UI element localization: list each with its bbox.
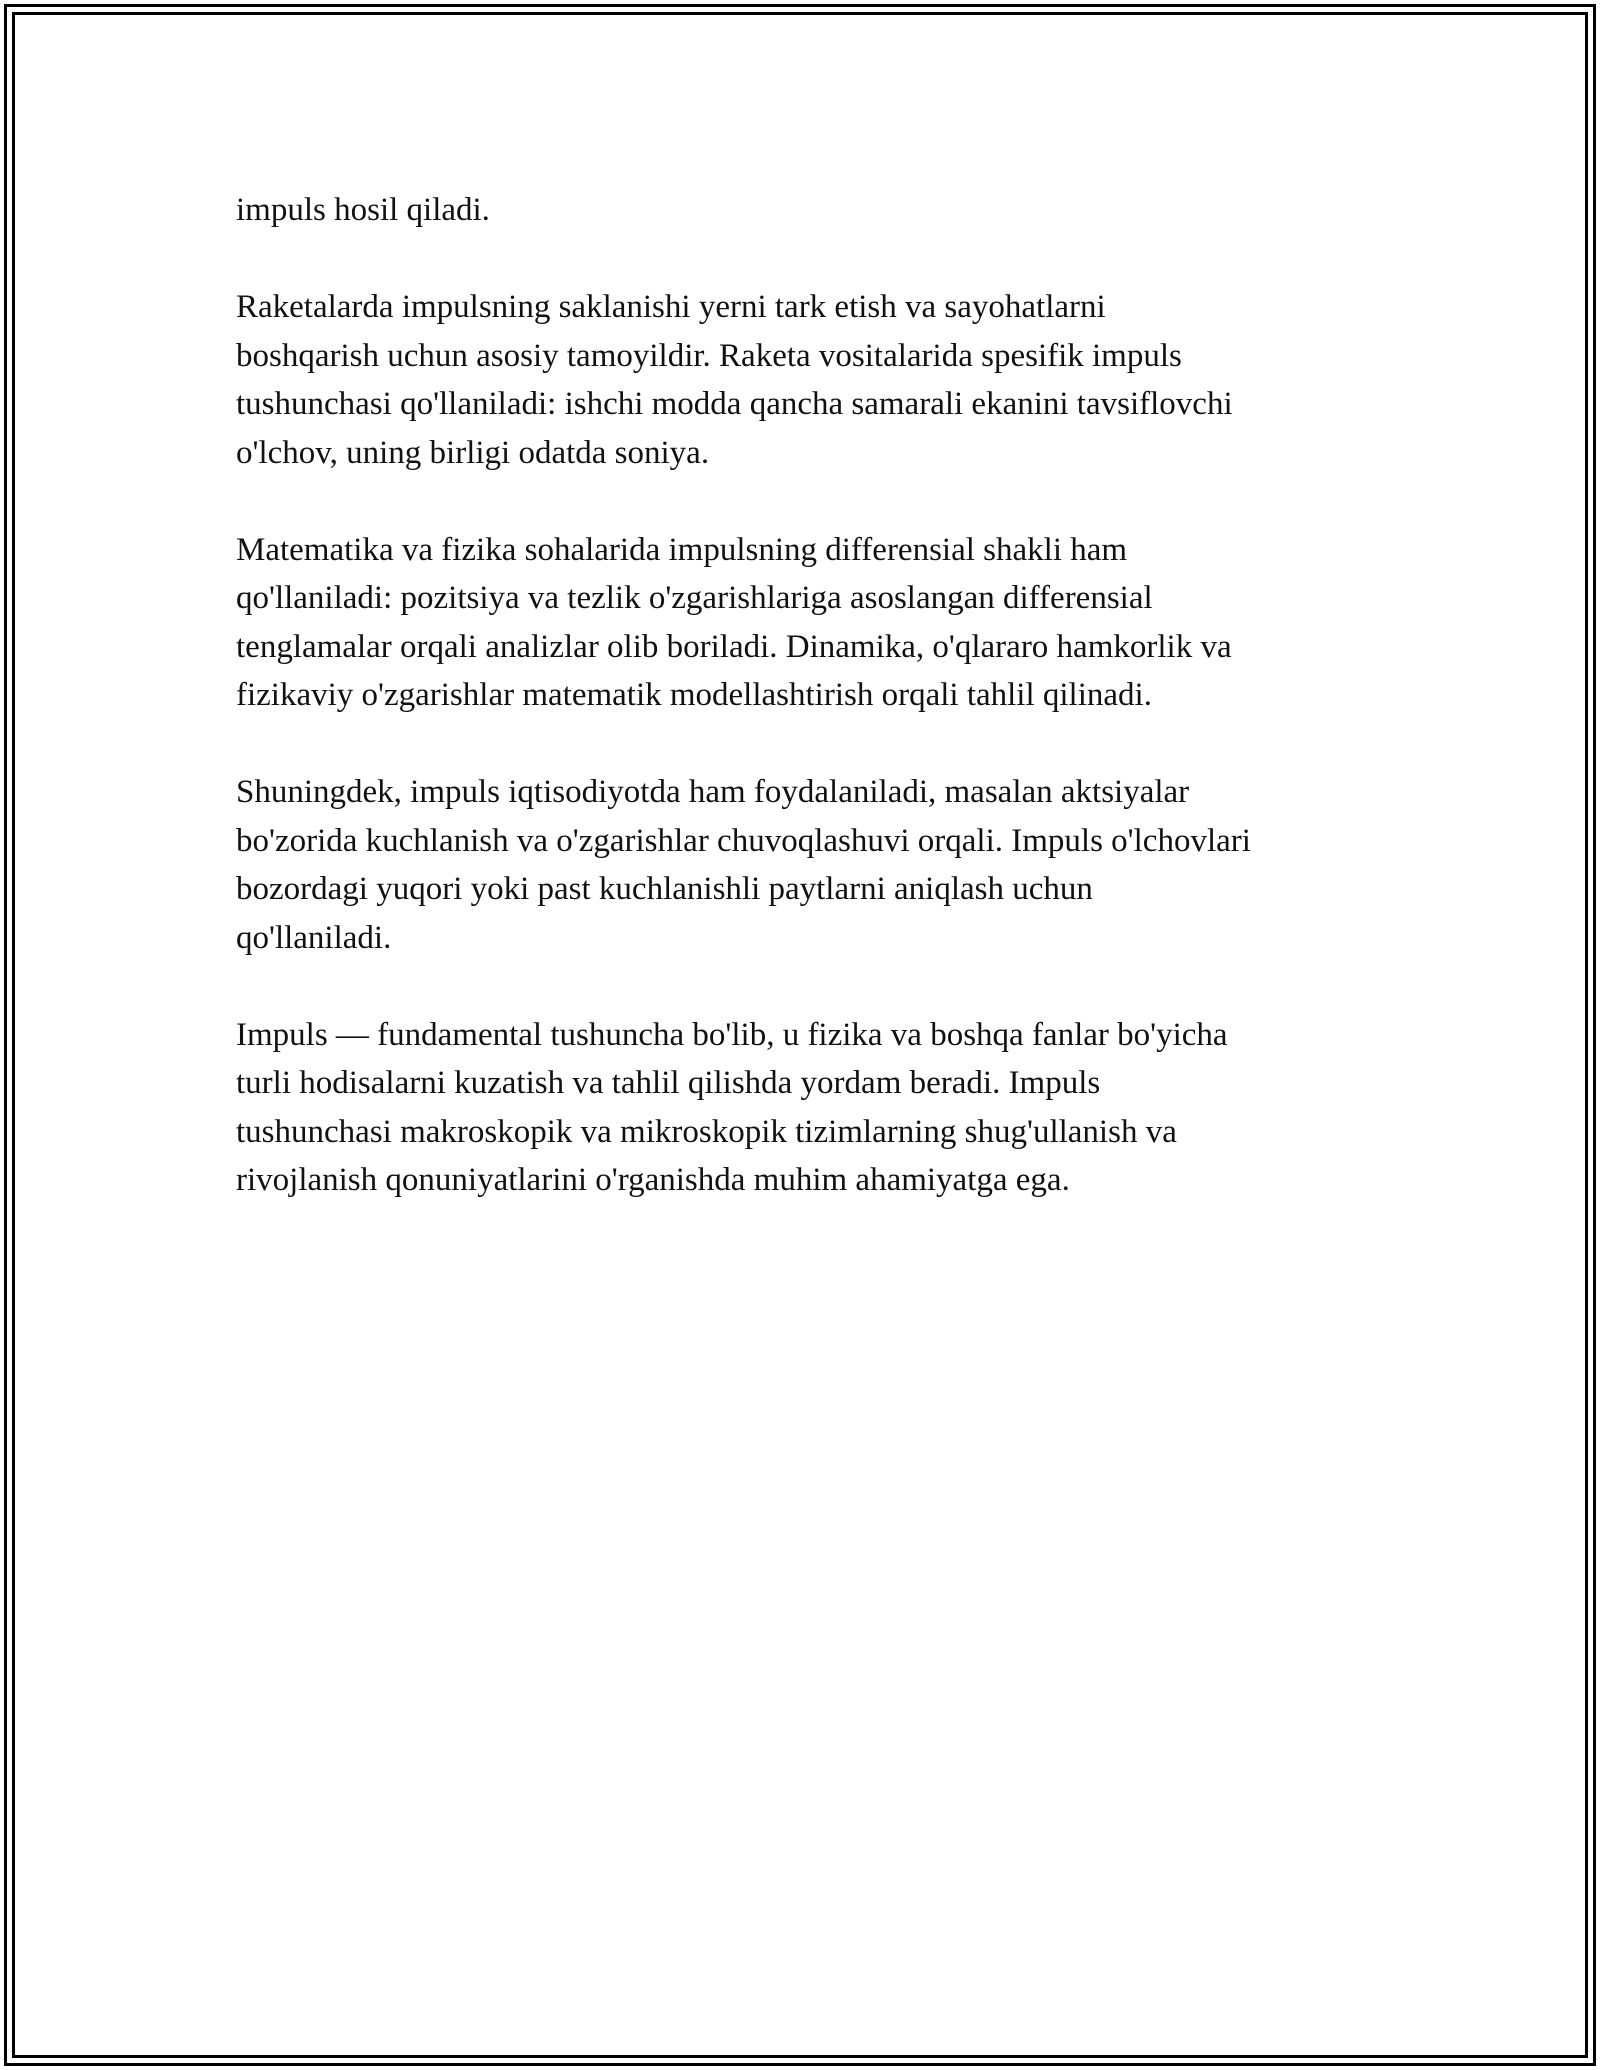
text-line: tenglamalar orqali analizlar olib boriladi. Dinamika, o'qlararo hamkorlik va	[236, 628, 1232, 665]
text-line: qo'llaniladi: pozitsiya va tezlik o'zgarishlariga asoslangan differensial	[236, 580, 1153, 616]
text-line: bozordagi yuqori yoki past kuchlanishli paytlarni aniqlash uchun	[236, 871, 1093, 907]
text-line: boshqarish uchun asosiy tamoyildir. Raketa vositalarida spesifik impuls	[236, 337, 1182, 374]
paragraph-1	[236, 186, 1386, 235]
text-line: turli hodisalarni kuzatish va tahlil qilishda yordam beradi. Impuls	[236, 1065, 1101, 1101]
text-line: tushunchasi makroskopik va mikroskopik tizimlarning shug'ullanish va	[236, 1113, 1177, 1150]
text-line: Raketalarda impulsning saklanishi yerni tark etish va sayohatlarni	[236, 289, 1106, 325]
text-line: fizikaviy o'zgarishlar matematik modellashtirish orqali tahlil qilinadi.	[236, 677, 1152, 713]
text-line: bo'zorida kuchlanish va o'zgarishlar chuvoqlashuvi orqali. Impuls o'lchovlari	[236, 822, 1251, 859]
paragraph-5	[236, 1011, 1386, 1205]
text-line: Matematika va fizika sohalarida impulsning differensial shakli ham	[236, 531, 1128, 568]
text-line: impuls hosil qiladi.	[236, 192, 490, 228]
text-line: Shuningdek, impuls iqtisodiyotda ham foydalaniladi, masalan aktsiyalar	[236, 774, 1190, 810]
text-line: rivojlanish qonuniyatlarini o'rganishda muhim ahamiyatga ega.	[236, 1162, 1070, 1198]
document-body	[236, 186, 1386, 1253]
text-line: tushunchasi qo'llaniladi: ishchi modda qancha samarali ekanini tavsiflovchi	[236, 386, 1233, 422]
text-line: o'lchov, uning birligi odatda soniya.	[236, 434, 710, 471]
text-line: qo'llaniladi.	[236, 919, 392, 956]
paragraph-2	[236, 283, 1386, 477]
paragraph-4	[236, 768, 1386, 962]
paragraph-3	[236, 526, 1386, 720]
text-line: Impuls — fundamental tushuncha bo'lib, u fizika va boshqa fanlar bo'yicha	[236, 1016, 1228, 1053]
